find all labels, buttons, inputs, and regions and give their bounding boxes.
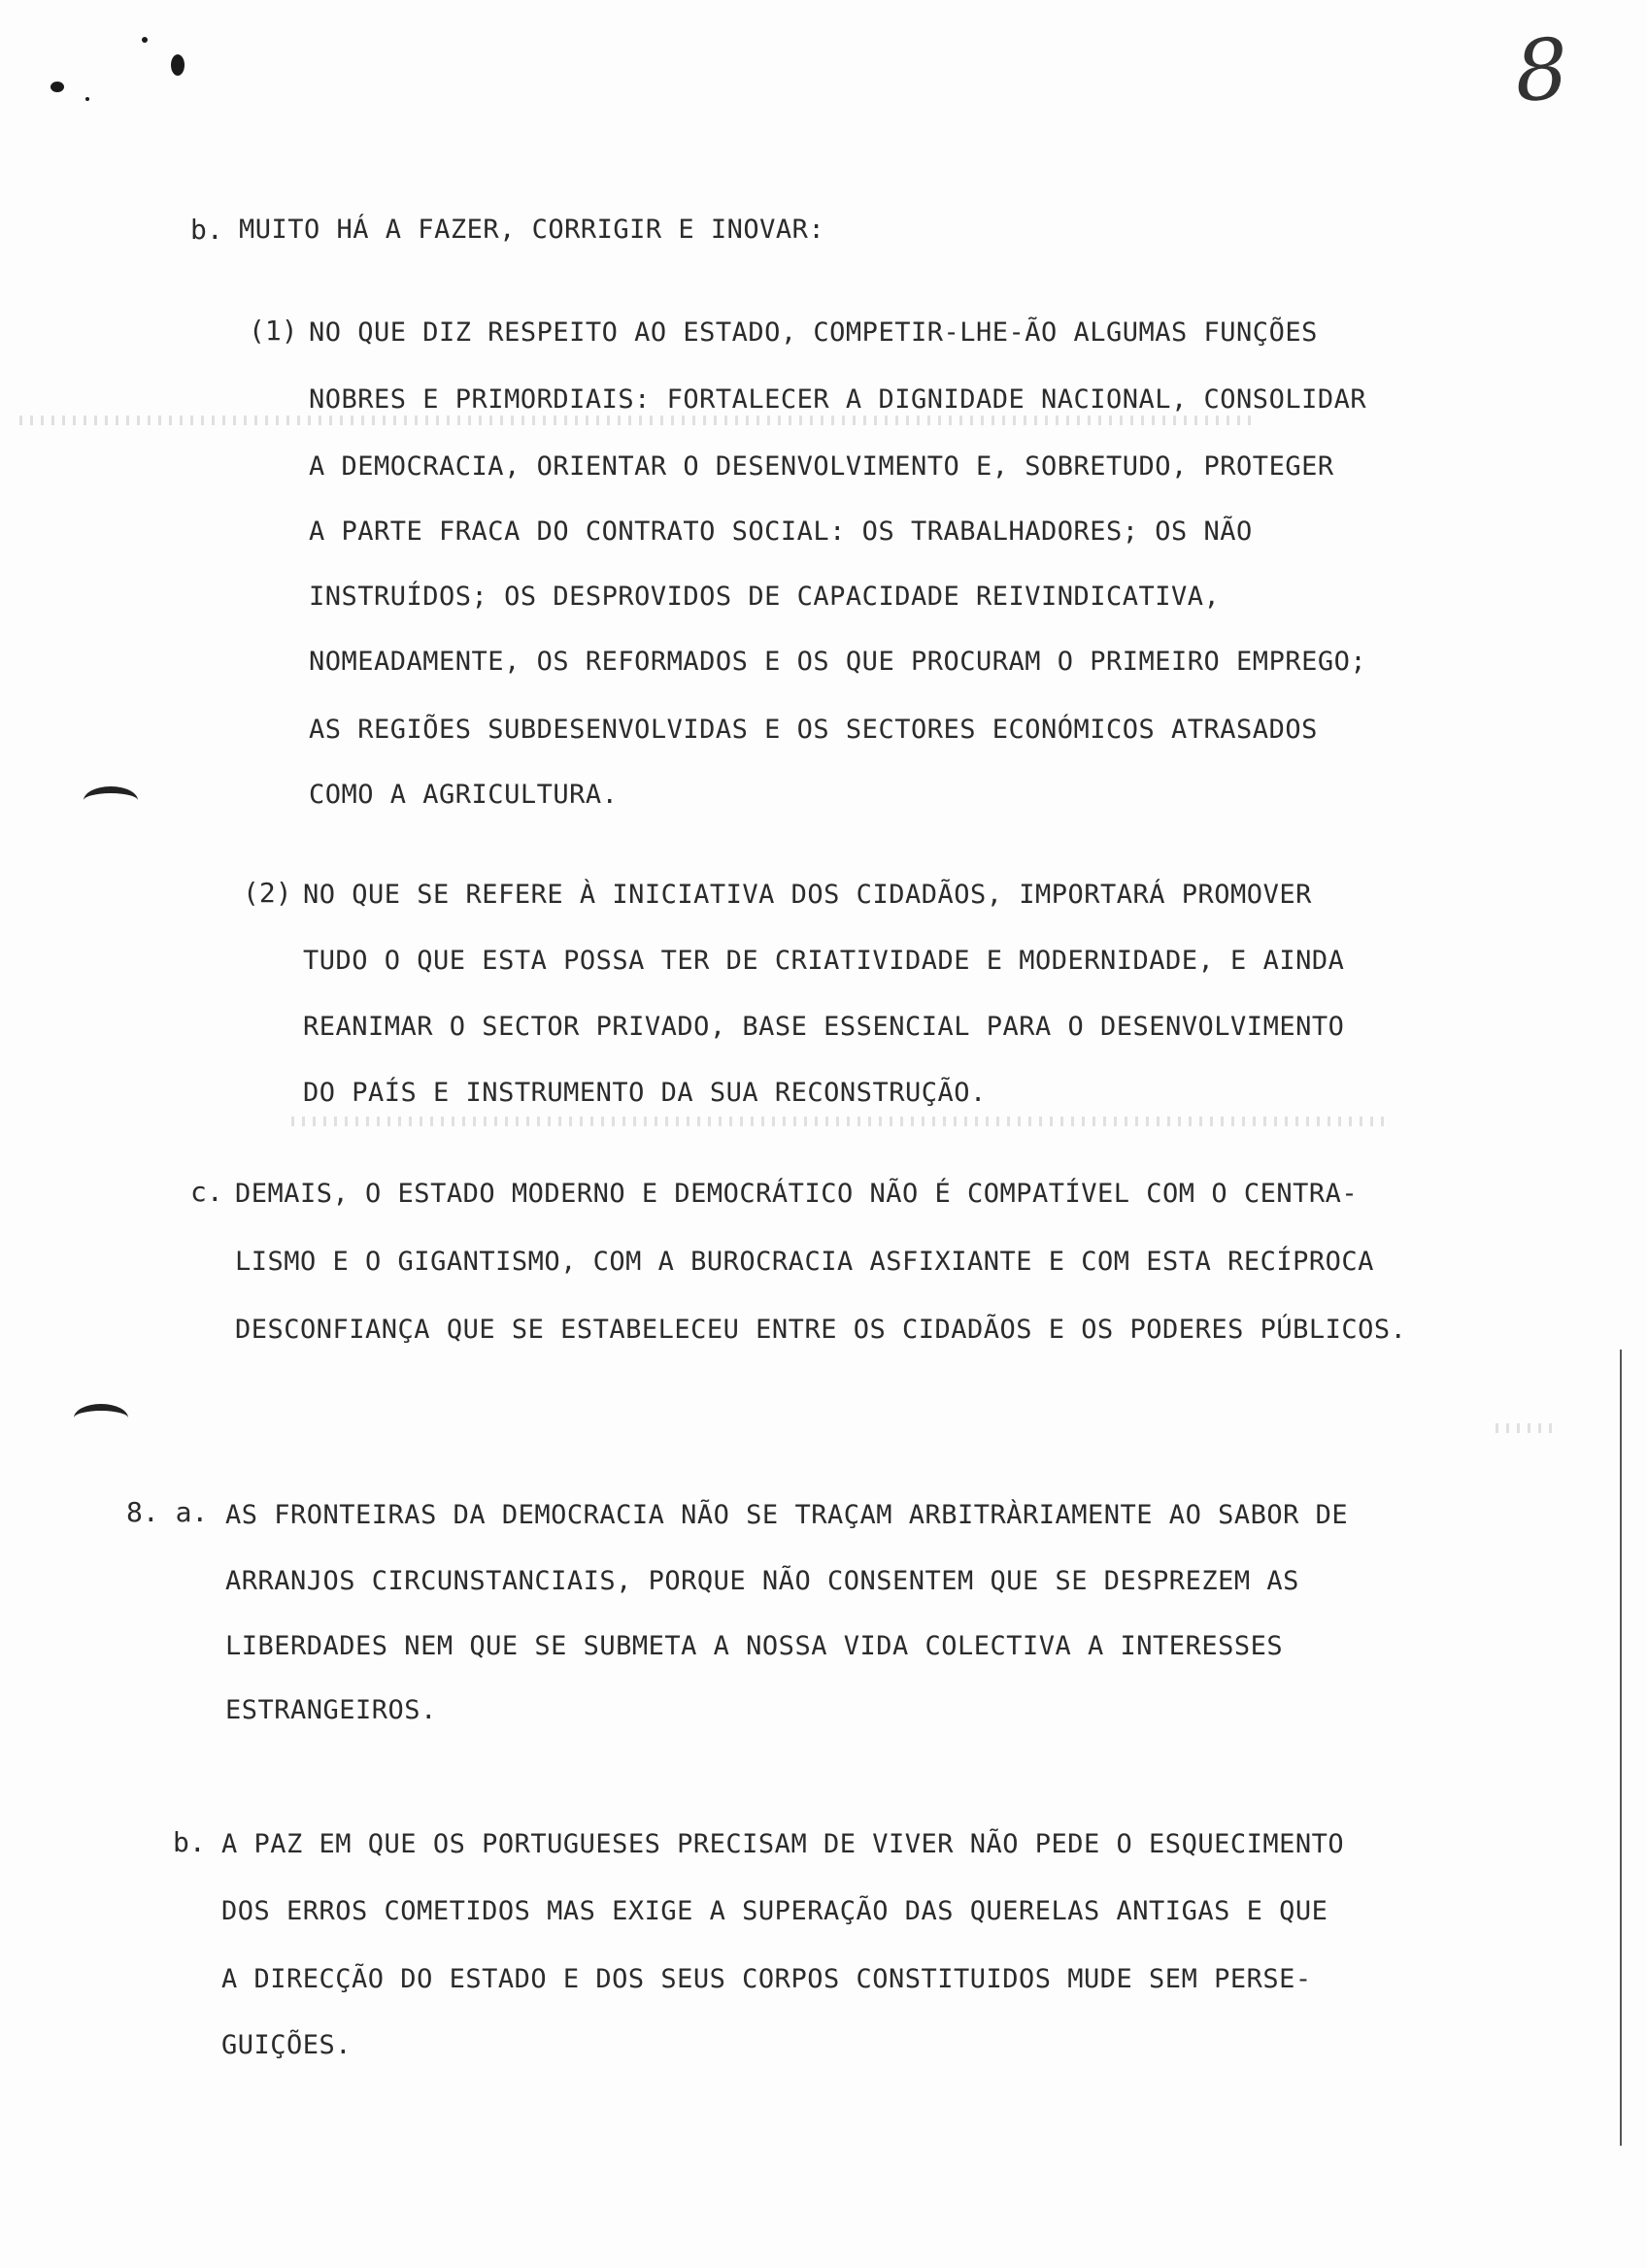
hole-punch-mark: [74, 1404, 128, 1432]
section-8b-line: GUIÇÕES.: [221, 2030, 353, 2060]
section-8a-line: ARRANJOS CIRCUNSTANCIAIS, PORQUE NÃO CONSENTEM QUE SE DESPREZEM AS: [225, 1566, 1299, 1596]
section-8a-line: ESTRANGEIROS.: [225, 1695, 437, 1725]
item-1-line: AS REGIÕES SUBDESENVOLVIDAS E OS SECTORES ECONÓMICOS ATRASADOS: [309, 715, 1318, 745]
item-1-line: A DEMOCRACIA, ORIENTAR O DESENVOLVIMENTO E, SOBRETUDO, PROTEGER: [309, 451, 1334, 482]
section-8b-marker: b.: [173, 1826, 206, 1858]
item-2-line: REANIMAR O SECTOR PRIVADO, BASE ESSENCIAL PARA O DESENVOLVIMENTO: [303, 1012, 1345, 1042]
item-1-line: NO QUE DIZ RESPEITO AO ESTADO, COMPETIR-LHE-ÃO ALGUMAS FUNÇÕES: [309, 317, 1318, 348]
section-7c-marker: c.: [190, 1176, 223, 1208]
section-8a-marker: 8. a.: [126, 1496, 209, 1528]
section-7c-line: LISMO E O GIGANTISMO, COM A BUROCRACIA ASFIXIANTE E COM ESTA RECÍPROCA: [235, 1247, 1374, 1277]
scan-noise: [19, 416, 1253, 425]
item-1-line: INSTRUÍDOS; OS DESPROVIDOS DE CAPACIDADE REIVINDICATIVA,: [309, 582, 1221, 612]
item-2-line: NO QUE SE REFERE À INICIATIVA DOS CIDADÃOS, IMPORTARÁ PROMOVER: [303, 880, 1312, 910]
section-7b-heading: MUITO HÁ A FAZER, CORRIGIR E INOVAR:: [239, 215, 825, 245]
margin-line: [1620, 1350, 1622, 2146]
item-1-line: COMO A AGRICULTURA.: [309, 780, 619, 810]
section-7b-marker: b.: [190, 214, 223, 246]
section-7c-line: DESCONFIANÇA QUE SE ESTABELECEU ENTRE OS CIDADÃOS E OS PODERES PÚBLICOS.: [235, 1315, 1407, 1345]
ink-blot: [50, 82, 64, 92]
item-1-line: A PARTE FRACA DO CONTRATO SOCIAL: OS TRABALHADORES; OS NÃO: [309, 517, 1253, 547]
section-8b-line: A PAZ EM QUE OS PORTUGUESES PRECISAM DE VIVER NÃO PEDE O ESQUECIMENTO: [221, 1829, 1345, 1859]
section-8a-line: LIBERDADES NEM QUE SE SUBMETA A NOSSA VIDA COLECTIVA A INTERESSES: [225, 1631, 1284, 1661]
item-2-line: TUDO O QUE ESTA POSSA TER DE CRIATIVIDADE E MODERNIDADE, E AINDA: [303, 946, 1345, 976]
section-8b-line: A DIRECÇÃO DO ESTADO E DOS SEUS CORPOS CONSTITUIDOS MUDE SEM PERSE-: [221, 1964, 1312, 1994]
section-7c-line: DEMAIS, O ESTADO MODERNO E DEMOCRÁTICO NÃO É COMPATÍVEL COM O CENTRA-: [235, 1179, 1359, 1209]
scan-noise: [291, 1117, 1389, 1126]
item-1-line: NOMEADAMENTE, OS REFORMADOS E OS QUE PROCURAM O PRIMEIRO EMPREGO;: [309, 647, 1367, 677]
page-number: 8: [1511, 20, 1572, 121]
item-1-line: NOBRES E PRIMORDIAIS: FORTALECER A DIGNIDADE NACIONAL, CONSOLIDAR: [309, 384, 1367, 415]
item-2-line: DO PAÍS E INSTRUMENTO DA SUA RECONSTRUÇÃO.: [303, 1078, 987, 1108]
ink-blot: [171, 54, 185, 76]
ink-blot: [85, 97, 89, 101]
ink-blot: [142, 37, 148, 43]
section-8a-line: AS FRONTEIRAS DA DEMOCRACIA NÃO SE TRAÇAM ARBITRÀRIAMENTE AO SABOR DE: [225, 1500, 1349, 1530]
hole-punch-mark: [84, 786, 138, 815]
item-1-marker: (1): [249, 315, 298, 347]
item-2-marker: (2): [243, 877, 292, 909]
scan-noise: [1496, 1423, 1554, 1433]
section-8b-line: DOS ERROS COMETIDOS MAS EXIGE A SUPERAÇÃO DAS QUERELAS ANTIGAS E QUE: [221, 1896, 1328, 1926]
